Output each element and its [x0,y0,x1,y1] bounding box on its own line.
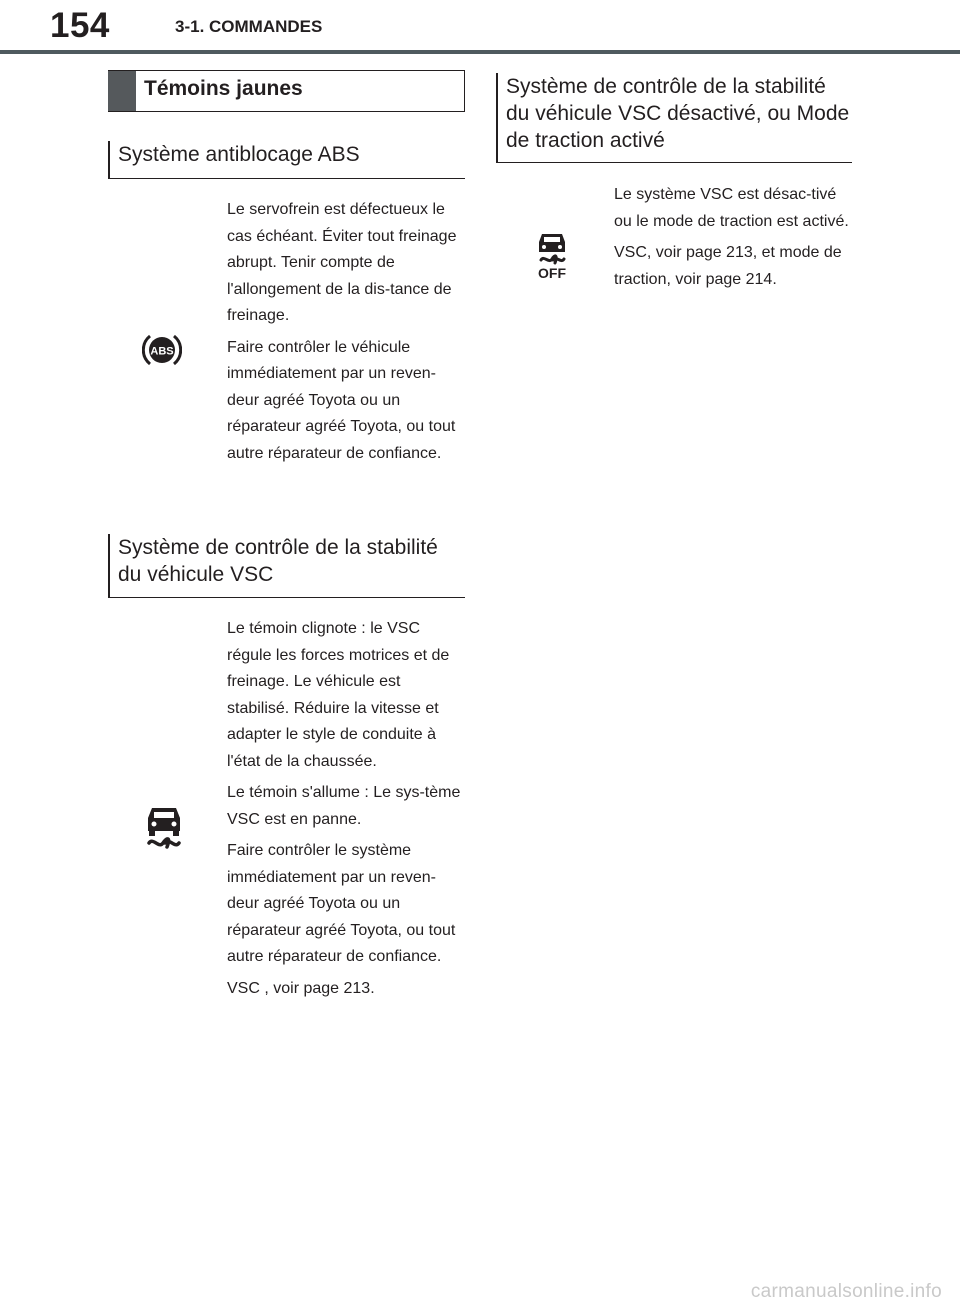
chapter-title: 3-1. COMMANDES [175,17,323,36]
abs-icon-glyph: ABS [150,345,174,358]
vsc-off-icon [534,230,570,280]
section-banner-title: Témoins jaunes [144,77,303,100]
abs-description [227,197,467,472]
vsc-section-heading [108,534,465,598]
vsc-description [227,616,467,1007]
abs-section-heading [108,141,465,179]
abs-paragraph: Le servofrein est défectueux le cas échéant. Éviter tout freinage abrupt. Tenir compte de l'allongement de la dis-tance de freinage. [227,201,457,324]
page-number: 154 [50,6,110,45]
vsc-off-section-heading [496,73,852,163]
vsc-slip-icon [143,803,185,853]
vsc-paragraph: Le témoin clignote : le VSC régule les forces motrices et de freinage. Le véhicule est stabilisé. Réduire la vitesse et adapter le style de conduite à l'état de la chaussée. [227,620,450,770]
vsc-off-paragraph: Le système VSC est désac-tivé ou le mode de traction est activé. [614,186,849,230]
vsc-off-description [614,182,854,298]
header-rule [0,50,960,54]
abs-warning-icon [142,330,182,370]
vsc-paragraph: VSC , voir page 213. [227,979,375,997]
watermark: carmanualsonline.info [750,1281,942,1302]
vsc-section-title: Système de contrôle de la stabilité du véhicule VSC [118,536,438,586]
vsc-paragraph: Le témoin s'allume : Le sys-tème VSC est en panne. [227,784,461,828]
vsc-off-paragraph: VSC, voir page 213, et mode de traction, voir page 214. [614,244,842,288]
vsc-paragraph: Faire contrôler le système immédiatement par un reven-deur agréé Toyota ou un réparateur agréé Toyota, ou tout autre réparateur de confiance. [227,842,456,965]
banner-bar [108,71,136,111]
abs-paragraph: Faire contrôler le véhicule immédiatement par un reven-deur agréé Toyota ou un réparateur agréé Toyota, ou tout autre réparateur de confiance. [227,338,456,462]
vsc-off-section-title: Système de contrôle de la stabilité du véhicule VSC désactivé, ou Mode de traction activé [506,75,850,152]
vsc-off-icon-label: OFF [538,265,566,280]
section-banner [108,70,465,112]
abs-section-title: Système antiblocage ABS [118,143,360,166]
